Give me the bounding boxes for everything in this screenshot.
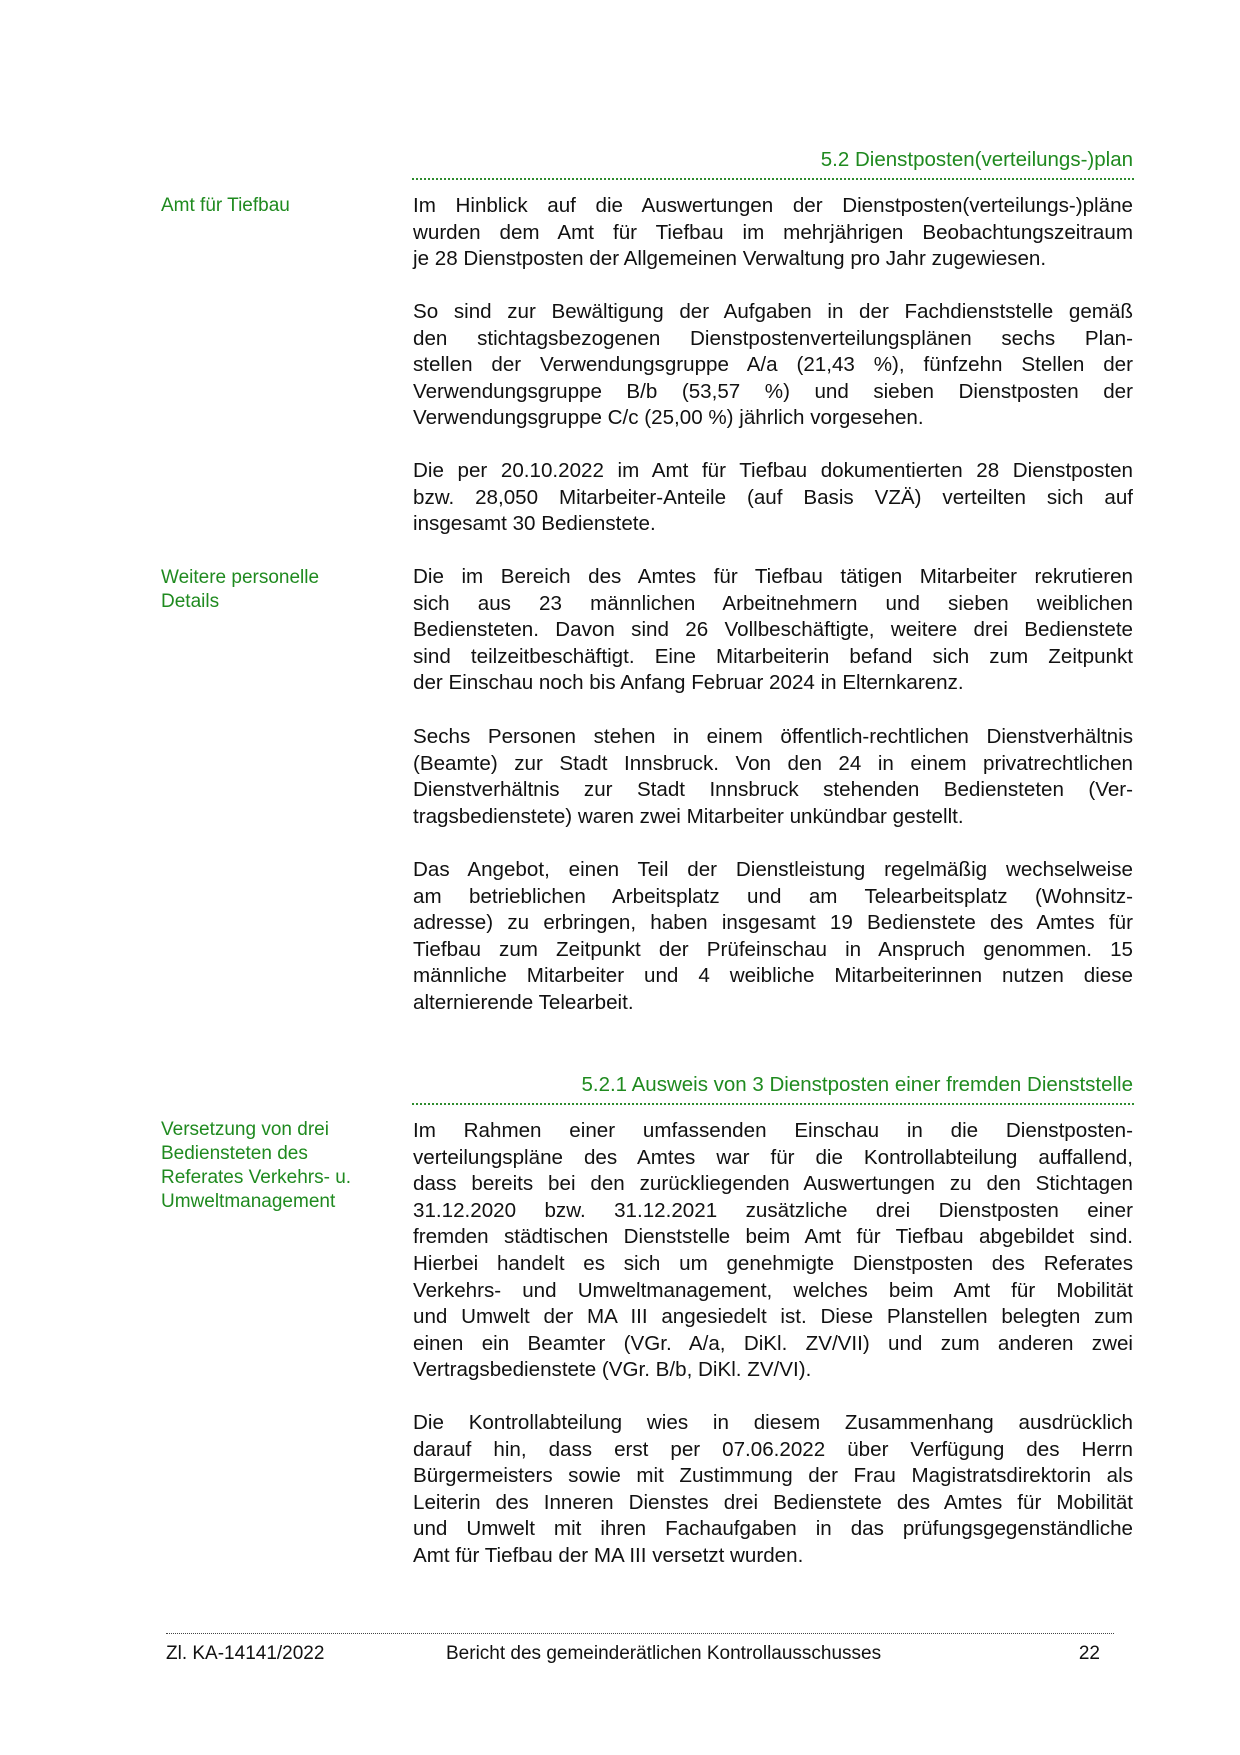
page-number: 22 [1078, 1643, 1100, 1664]
subsection-heading: 5.2.1 Ausweis von 3 Dienstposten einer fremden Dienststelle [581, 1073, 1133, 1096]
text-line: Verkehrs- und Umweltmanagement, welches beim Amt für Mobilität [413, 1278, 1133, 1302]
section-heading-rule [412, 178, 1134, 180]
text-line: Bediensteten. Davon sind 26 Vollbeschäftigte, weitere drei Bedienstete [413, 618, 1133, 642]
text-line: Vertragsbedienstete (VGr. B/b, DiKl. ZV/VI). [413, 1358, 812, 1382]
paragraph [413, 299, 1133, 432]
text-line: verteilungspläne des Amtes war für die Kontrollabteilung auffallend, [413, 1145, 1133, 1169]
text-line: bzw. 28,050 Mitarbeiter-Anteile (auf Basis VZÄ) verteilten sich auf [413, 485, 1133, 509]
paragraph [413, 724, 1133, 830]
paragraph [413, 458, 1133, 538]
text-line: stellen der Verwendungsgruppe A/a (21,43 %), fünfzehn Stellen der [413, 353, 1133, 377]
text-line: am betrieblichen Arbeitsplatz und am Telearbeitsplatz (Wohnsitz- [413, 884, 1133, 908]
text-line: So sind zur Bewältigung der Aufgaben in der Fachdienststelle gemäß [413, 300, 1133, 323]
paragraph [413, 1118, 1133, 1384]
text-line: (Beamte) zur Stadt Innsbruck. Von den 24 in einem privatrechtlichen [413, 751, 1133, 775]
footer-title: Bericht des gemeinderätlichen Kontrollausschusses [446, 1643, 882, 1664]
margin-label: Weitere personelle Details [161, 567, 320, 612]
paragraph [413, 1410, 1133, 1570]
footer-rule [166, 1633, 1114, 1634]
text-line: wurden dem Amt für Tiefbau im mehrjährigen Beobachtungszeitraum [413, 220, 1133, 244]
text-line: alternierende Telearbeit. [413, 990, 634, 1014]
text-line: insgesamt 30 Bedienstete. [413, 512, 656, 536]
text-line: je 28 Dienstposten der Allgemeinen Verwaltung pro Jahr zugewiesen. [413, 247, 1047, 271]
label-line: Versetzung von drei [161, 1119, 329, 1140]
text-line: Bürgermeisters sowie mit Zustimmung der Frau Magistratsdirektorin als [413, 1464, 1133, 1488]
text-line: 31.12.2020 bzw. 31.12.2021 zusätzliche drei Dienstposten einer [413, 1198, 1133, 1222]
text-line: Dienstverhältnis zur Stadt Innsbruck stehenden Bediensteten (Ver- [413, 778, 1133, 802]
section-heading: 5.2 Dienstposten(verteilungs-)plan [820, 148, 1133, 171]
text-line: Verwendungsgruppe C/c (25,00 %) jährlich vorgesehen. [413, 406, 924, 430]
label-line: Umweltmanagement [161, 1191, 336, 1212]
text-line: Sechs Personen stehen in einem öffentlich-rechtlichen Dienstverhältnis [413, 725, 1133, 748]
text-line: männliche Mitarbeiter und 4 weibliche Mitarbeiterinnen nutzen diese [413, 964, 1133, 988]
text-line: Im Rahmen einer umfassenden Einschau in die Dienstposten- [413, 1119, 1133, 1142]
text-line: den stichtagsbezogenen Dienstpostenverteilungsplänen sechs Plan- [413, 326, 1133, 350]
text-line: der Einschau noch bis Anfang Februar 2024 in Elternkarenz. [413, 671, 964, 695]
text-line: fremden städtischen Dienststelle beim Amt für Tiefbau abgebildet sind. [413, 1225, 1133, 1249]
paragraph [413, 193, 1133, 273]
text-line: Amt für Tiefbau der MA III versetzt wurden. [413, 1543, 804, 1567]
text-line: Im Hinblick auf die Auswertungen der Dienstposten(verteilungs-)pläne [413, 194, 1133, 217]
paragraph [413, 564, 1133, 697]
label-line: Bediensteten des [161, 1143, 308, 1164]
text-line: Verwendungsgruppe B/b (53,57 %) und sieben Dienstposten der [413, 379, 1133, 403]
text-line: dass bereits bei den zurückliegenden Auswertungen zu den Stichtagen [413, 1172, 1133, 1196]
subsection-heading-rule [412, 1103, 1134, 1105]
text-line: Die per 20.10.2022 im Amt für Tiefbau dokumentierten 28 Dienstposten [413, 459, 1133, 482]
text-line: Die im Bereich des Amtes für Tiefbau tätigen Mitarbeiter rekrutieren [413, 565, 1133, 588]
text-line: darauf hin, dass erst per 07.06.2022 über Verfügung des Herrn [413, 1437, 1133, 1461]
text-line: tragsbedienstete) waren zwei Mitarbeiter unkündbar gestellt. [413, 804, 964, 828]
margin-label [161, 1118, 381, 1214]
margin-label: Amt für Tiefbau [161, 195, 290, 216]
text-line: und Umwelt mit ihren Fachaufgaben in das prüfungsgegenständliche [413, 1517, 1133, 1541]
text-line: sich aus 23 männlichen Arbeitnehmern und sieben weiblichen [413, 591, 1133, 615]
text-line: Leiterin des Inneren Dienstes drei Bedienstete des Amtes für Mobilität [413, 1490, 1133, 1514]
paragraph [413, 857, 1133, 1017]
text-line: Die Kontrollabteilung wies in diesem Zusammenhang ausdrücklich [413, 1411, 1133, 1434]
text-line: Tiefbau zum Zeitpunkt der Prüfeinschau in Anspruch genommen. 15 [413, 937, 1133, 961]
footer-reference: Zl. KA-14141/2022 [166, 1643, 325, 1664]
text-line: adresse) zu erbringen, haben insgesamt 19 Bedienstete des Amtes für [413, 911, 1133, 935]
text-line: einen ein Beamter (VGr. A/a, DiKl. ZV/VII) und zum anderen zwei [413, 1331, 1133, 1355]
label-line: Referates Verkehrs- u. [161, 1167, 352, 1188]
text-line: Hierbei handelt es sich um genehmigte Dienstposten des Referates [413, 1251, 1133, 1275]
text-line: Das Angebot, einen Teil der Dienstleistung regelmäßig wechselweise [413, 858, 1133, 881]
text-line: sind teilzeitbeschäftigt. Eine Mitarbeiterin befand sich zum Zeitpunkt [413, 644, 1133, 668]
text-line: und Umwelt der MA III angesiedelt ist. Diese Planstellen belegten zum [413, 1305, 1133, 1329]
